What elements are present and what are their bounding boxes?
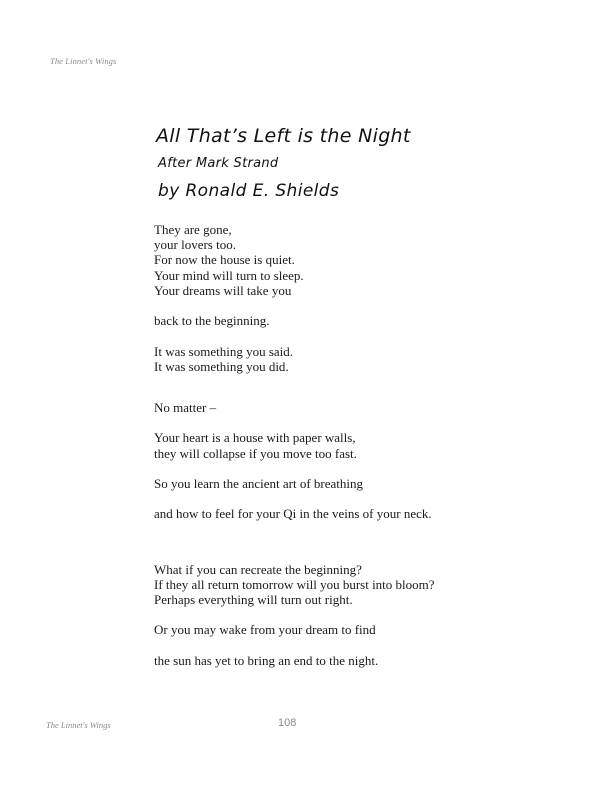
- poem-author: by Ronald E. Shields: [158, 181, 340, 201]
- poem-line: If they all return tomorrow will you burst into bloom?: [154, 576, 435, 592]
- stanza: [154, 506, 574, 521]
- running-header: The Linnet's Wings: [50, 56, 117, 66]
- stanza: [154, 222, 574, 298]
- poem-line: They are gone,: [154, 222, 232, 237]
- poem-line: Or you may wake from your dream to find: [154, 622, 376, 638]
- poem-line: So you learn the ancient art of breathing: [154, 475, 364, 491]
- poem-line: and how to feel for your Qi in the veins of your neck.: [154, 506, 432, 522]
- stanza: [154, 562, 574, 608]
- poem-line: Your mind will turn to sleep.: [154, 267, 304, 283]
- poem-line: No matter –: [154, 400, 217, 415]
- stanza: [154, 344, 574, 374]
- poem-dedication: After Mark Strand: [158, 156, 279, 171]
- poem-line: your lovers too.: [154, 237, 236, 253]
- poem-line: It was something you said.: [154, 343, 294, 359]
- running-footer: The Linnet's Wings: [46, 720, 111, 730]
- poem-title: All That’s Left is the Night: [156, 125, 411, 147]
- poem-line: back to the beginning.: [154, 313, 270, 329]
- poem-line: Your dreams will take you: [154, 282, 292, 298]
- poem-line: they will collapse if you move too fast.: [154, 445, 357, 461]
- stanza: [154, 653, 574, 668]
- page-number: 108: [278, 717, 297, 729]
- stanza: [154, 430, 574, 460]
- poem-line: Your heart is a house with paper walls,: [154, 430, 356, 446]
- stanza: [154, 622, 574, 637]
- poem-line: Perhaps everything will turn out right.: [154, 591, 353, 607]
- poem-line: For now the house is quiet.: [154, 252, 295, 268]
- poem-body: [154, 222, 574, 668]
- stanza: [154, 313, 574, 328]
- stanza: [154, 476, 574, 491]
- poem-line: the sun has yet to bring an end to the night.: [154, 652, 379, 668]
- poem-line: What if you can recreate the beginning?: [154, 561, 362, 577]
- poem-line: It was something you did.: [154, 358, 289, 374]
- stanza: [154, 400, 574, 415]
- poem-title-block: [156, 124, 411, 202]
